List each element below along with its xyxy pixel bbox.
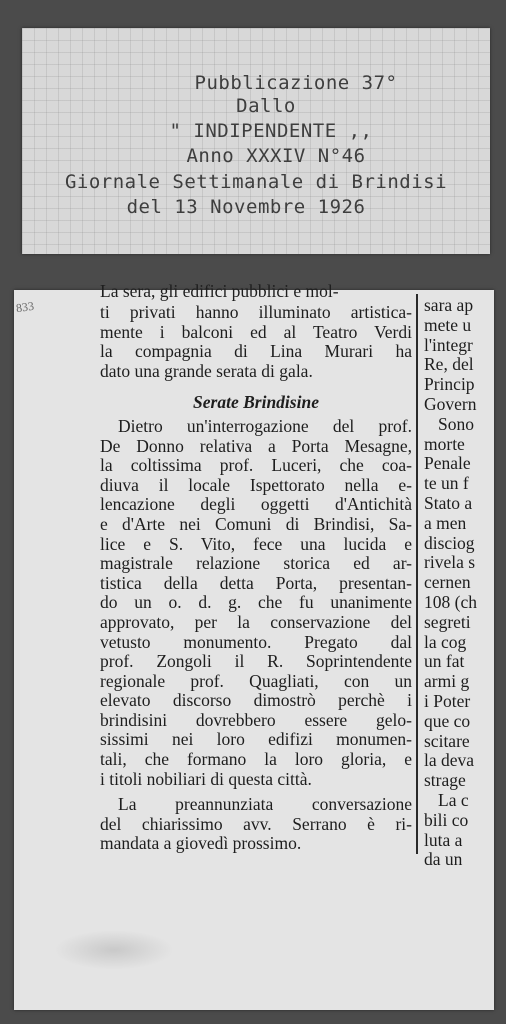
text-line: vetusto monumento. Pregato dal (100, 631, 412, 652)
text-line: Dietro un'interrogazione del prof. (118, 415, 412, 436)
paragraph-2 (100, 417, 412, 789)
text-line: sara ap (424, 295, 474, 315)
text-line: do un o. d. g. che fu unanimente (100, 592, 412, 613)
text-line: del chiarissimo avv. Serrano è ri- (100, 813, 412, 834)
column-rule (416, 294, 418, 854)
text-line: sissimi nei loro edifizi monumen- (100, 729, 412, 750)
text-line: ti privati hanno illuminato artistica- (100, 302, 412, 322)
archive-mark: 833 (15, 298, 35, 316)
text-line: diuva il locale Ispettorato nella e- (100, 474, 412, 495)
text-line: cernen (424, 572, 471, 593)
cut-top-text: La sera, gli edifici pubblici e mol- (100, 281, 339, 301)
faded-stamp (54, 930, 174, 970)
text-line: armi g (424, 671, 470, 692)
text-line: brindisini dovrebbero essere gelo- (100, 709, 412, 730)
text-line: lice e S. Vito, fece una lucida e (100, 533, 412, 554)
label-description: Giornale Settimanale di Brindisi (64, 171, 448, 193)
text-line: Princip (424, 374, 475, 395)
text-line: La preannunziata conversazione (118, 794, 412, 815)
cut-top-line (100, 281, 412, 302)
label-issue: Anno XXXIV N°46 (186, 145, 366, 167)
text-line: Penale (424, 453, 471, 474)
text-line: Govern (424, 393, 477, 414)
text-line: la compagnia di Lina Murari ha (100, 341, 412, 362)
text-line: i titoli nobiliari di questa città. (100, 768, 312, 789)
text-line: Re, del (424, 354, 474, 375)
text-line: tali, che formano la loro gloria, e (100, 749, 412, 770)
text-line: da un (424, 849, 463, 870)
text-line: la deva (424, 750, 475, 771)
text-line: i Poter (424, 690, 471, 711)
text-line: la cog (424, 631, 467, 652)
label-newspaper-name: " INDIPENDENTE ,, (169, 120, 373, 142)
text-line: elevato discorso dimostrò perchè i (100, 690, 412, 711)
text-line: prof. Zongoli il R. Soprintendente (100, 651, 412, 672)
section-heading: Serate Brindisine (193, 392, 319, 413)
text-line: que co (424, 710, 471, 731)
text-line: approvato, per la conservazione del (100, 611, 412, 632)
text-line: La c (438, 789, 469, 810)
paragraph-1 (100, 303, 412, 381)
label-from: Dallo (236, 95, 296, 117)
text-line: luta a (424, 829, 463, 850)
text-line: magistrale relazione storica ed ar- (100, 553, 412, 574)
text-line: tistica della detta Porta, presentan- (100, 572, 412, 593)
text-line: mandata a giovedì prossimo. (100, 833, 302, 854)
text-line: 108 (ch (424, 591, 477, 612)
newspaper-clipping (14, 281, 494, 1010)
label-date: del 13 Novembre 1926 (126, 196, 366, 218)
text-line: la coltissima prof. Luceri, che coa- (100, 455, 412, 476)
text-line: mente i balconi ed al Teatro Verdi (100, 321, 412, 342)
text-line: scitare (424, 730, 470, 751)
text-line: Sono (438, 413, 474, 434)
publication-label (22, 28, 490, 254)
text-line: mete u (424, 314, 472, 335)
text-line: rivela s (424, 552, 476, 573)
paragraph-3 (100, 795, 412, 854)
text-line: De Donno relativa a Porta Mesagne, (100, 435, 412, 456)
text-line: regionale prof. Quagliati, con un (100, 670, 412, 691)
text-line: l'integr (424, 334, 473, 355)
text-line: lencazione degli oggetti d'Antichità (100, 494, 412, 515)
text-line: morte (424, 433, 465, 454)
text-line: e d'Arte nei Comuni di Brindisi, Sa- (100, 513, 412, 534)
text-line: un fat (424, 651, 465, 672)
adjacent-column-fragment (424, 296, 494, 870)
text-line: segreti (424, 611, 471, 632)
text-line: strage (424, 770, 466, 791)
text-line: Stato a (424, 492, 473, 513)
text-line: dato una grande serata di gala. (100, 360, 313, 381)
text-line: a men (424, 512, 467, 533)
main-article-column (100, 303, 412, 854)
text-line: disciog (424, 532, 475, 553)
label-publication-number: Pubblicazione 37° (194, 72, 398, 94)
text-line: te un f (424, 473, 469, 494)
text-line: bili co (424, 809, 469, 830)
